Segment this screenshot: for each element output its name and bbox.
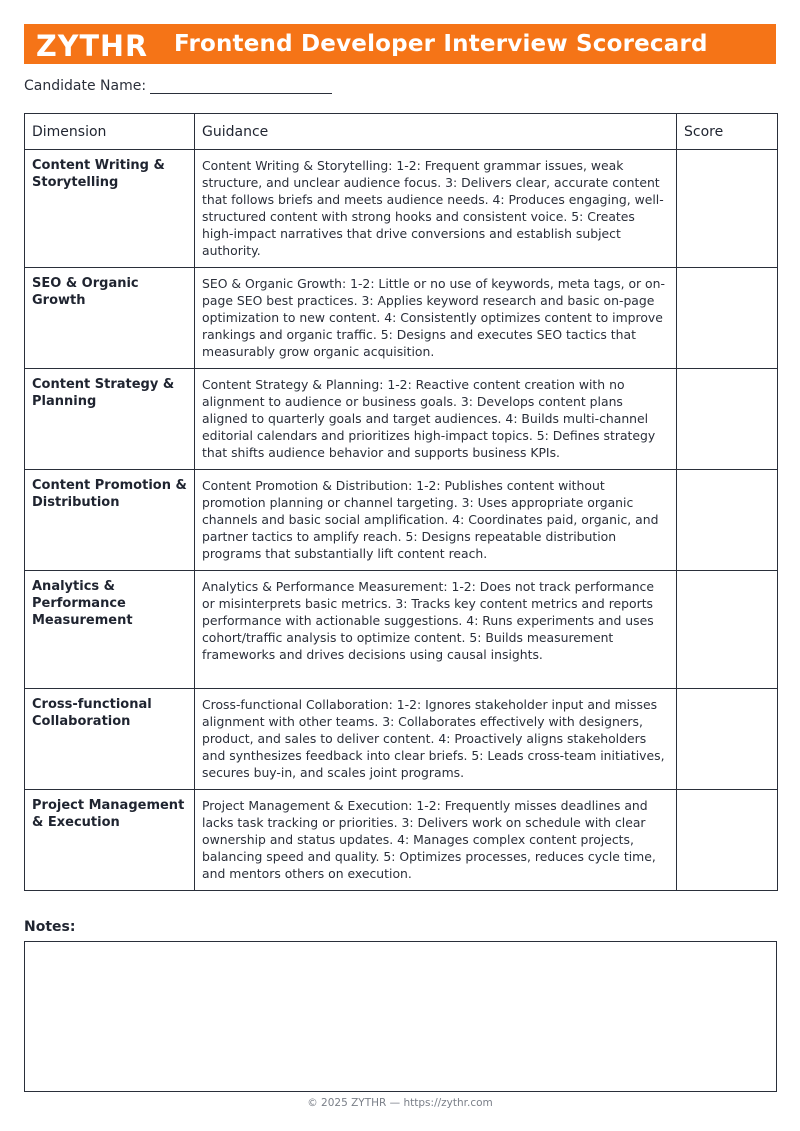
table-row <box>25 150 778 268</box>
dimension-cell: SEO & Organic Growth <box>25 268 195 369</box>
dimension-cell: Cross-functional Collaboration <box>25 689 195 790</box>
guidance-cell: Project Management & Execution: 1-2: Frequently misses deadlines and lacks task tracking or priorities. 3: Delivers work on schedule with clear ownership and status updates. 4: Manages complex content projects, balancing speed and quality. 5: Optimizes processes, reduces cycle time, and mentors others on execution. <box>195 790 677 891</box>
candidate-name-label: Candidate Name: <box>24 78 147 94</box>
guidance-cell: Content Strategy & Planning: 1-2: Reactive content creation with no alignment to audience or business goals. 3: Develops content plans aligned to quarterly goals and target audiences. 4: Builds multi-channel editorial calendars and prioritizes high-impact topics. 5: Defines strategy that shifts audience behavior and supports business KPIs. <box>195 369 677 470</box>
score-cell[interactable] <box>677 369 778 470</box>
guidance-cell: Cross-functional Collaboration: 1-2: Ignores stakeholder input and misses alignment with other teams. 3: Collaborates effectively with designers, product, and sales to deliver content. 4: Proactively aligns stakeholders and synthesizes feedback into clear briefs. 5: Leads cross-team initiatives, secures buy-in, and scales joint programs. <box>195 689 677 790</box>
column-header-guidance: Guidance <box>195 114 677 150</box>
table-row <box>25 268 778 369</box>
footer-text: © 2025 ZYTHR — https://zythr.com <box>307 1097 493 1109</box>
table-row <box>25 470 778 571</box>
table-row <box>25 571 778 689</box>
scorecard-table <box>24 113 778 891</box>
table-row <box>25 369 778 470</box>
dimension-cell: Content Promotion & Distribution <box>25 470 195 571</box>
column-header-score: Score <box>677 114 778 150</box>
guidance-cell: Content Promotion & Distribution: 1-2: Publishes content without promotion planning or channel targeting. 3: Uses appropriate organic channels and basic social amplification. 4: Coordinates paid, organic, and partner tactics to amplify reach. 5: Designs repeatable distribution programs that substantially lift content reach. <box>195 470 677 571</box>
table-header-row <box>25 114 778 150</box>
score-cell[interactable] <box>677 268 778 369</box>
table-row <box>25 689 778 790</box>
header-bar <box>24 24 776 64</box>
page-title: Frontend Developer Interview Scorecard <box>174 31 708 57</box>
candidate-name-field[interactable] <box>150 77 332 94</box>
score-cell[interactable] <box>677 470 778 571</box>
dimension-cell: Content Strategy & Planning <box>25 369 195 470</box>
notes-box[interactable] <box>24 941 777 1092</box>
candidate-name-row <box>24 77 332 94</box>
guidance-cell: Content Writing & Storytelling: 1-2: Frequent grammar issues, weak structure, and unclear audience focus. 3: Delivers clear, accurate content that follows briefs and meets audience needs. 4: Produces engaging, well-structured content with strong hooks and consistent voice. 5: Creates high-impact narratives that drive conversions and establish subject authority. <box>195 150 677 268</box>
notes-label: Notes: <box>24 919 76 935</box>
dimension-cell: Content Writing & Storytelling <box>25 150 195 268</box>
guidance-cell: SEO & Organic Growth: 1-2: Little or no use of keywords, meta tags, or on-page SEO best practices. 3: Applies keyword research and basic on-page optimization to new content. 4: Consistently optimizes content to improve rankings and organic traffic. 5: Designs and executes SEO tactics that measurably grow organic acquisition. <box>195 268 677 369</box>
score-cell[interactable] <box>677 571 778 689</box>
zythr-logo-mark <box>36 27 154 61</box>
logo-text: ZYTHR <box>36 29 148 61</box>
score-cell[interactable] <box>677 689 778 790</box>
zythr-logo <box>36 27 154 61</box>
score-cell[interactable] <box>677 150 778 268</box>
column-header-dimension: Dimension <box>25 114 195 150</box>
table-row <box>25 790 778 891</box>
dimension-cell: Analytics & Performance Measurement <box>25 571 195 689</box>
guidance-cell: Analytics & Performance Measurement: 1-2: Does not track performance or misinterprets basic metrics. 3: Tracks key content metrics and reports performance with actionable suggestions. 4: Runs experiments and uses cohort/traffic analysis to optimize content. 5: Builds measurement frameworks and drives decisions using causal insights. <box>195 571 677 689</box>
score-cell[interactable] <box>677 790 778 891</box>
dimension-cell: Project Management & Execution <box>25 790 195 891</box>
